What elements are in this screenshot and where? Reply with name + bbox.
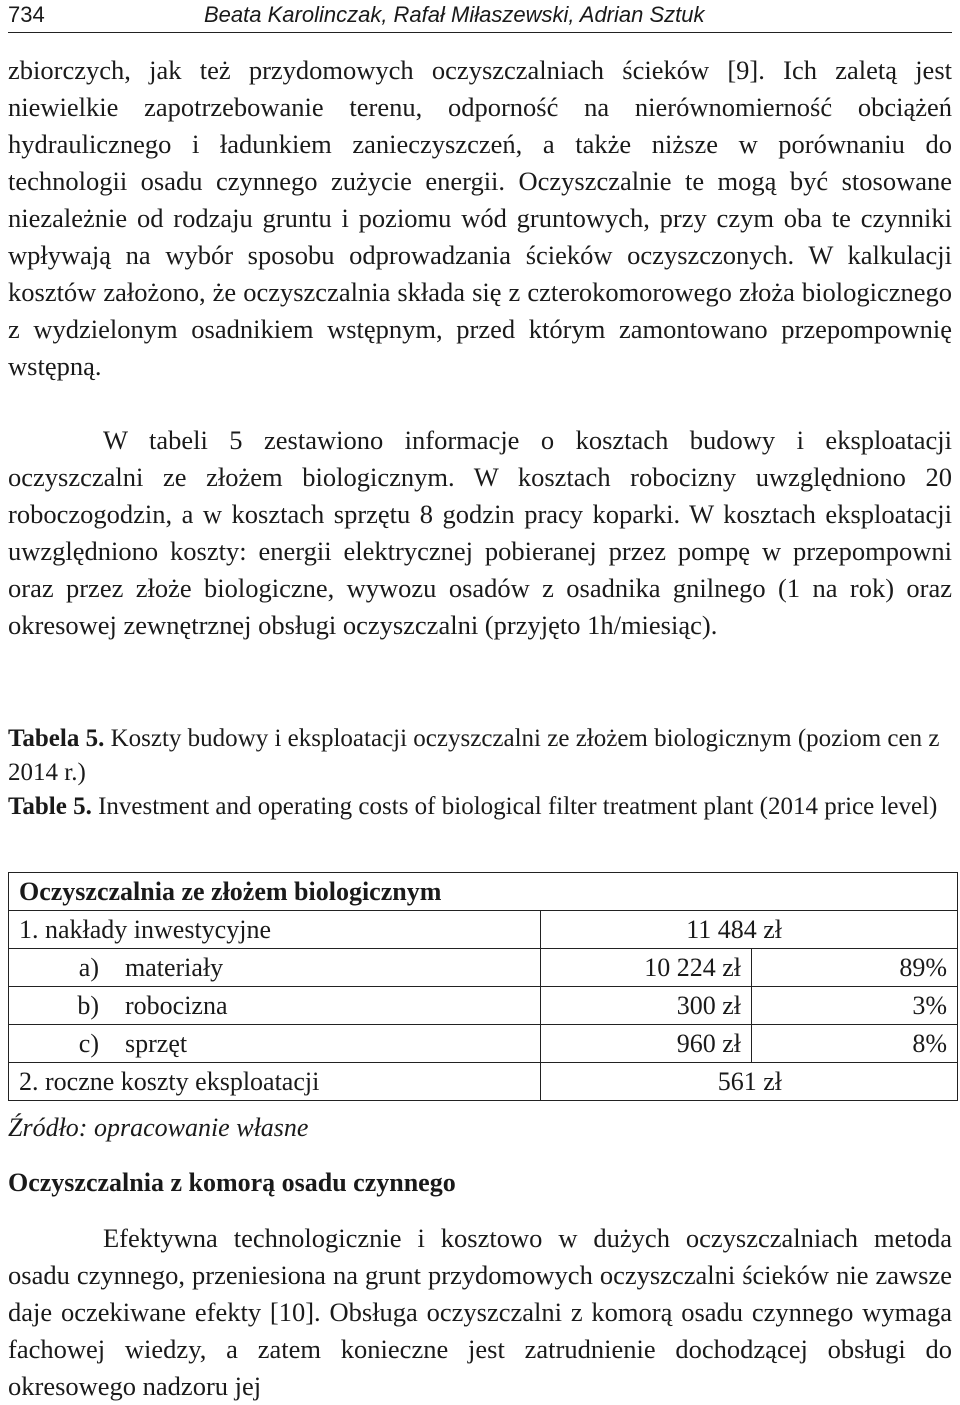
paragraph-2 [8,422,952,644]
paragraph-3 [8,1220,952,1405]
row-name: materiały [109,949,541,987]
paragraph-1 [8,52,952,385]
operating-value: 561 zł [541,1063,958,1101]
table-row [9,987,958,1025]
row-name: robocizna [109,987,541,1025]
table-caption-en-text: Investment and operating costs of biological filter treatment plant (2014 price level) [98,793,938,820]
table-row [9,949,958,987]
row-percent: 89% [752,949,958,987]
row-letter: a) [9,949,110,987]
paragraph-1-text: zbiorczych, jak też przydomowych oczyszczalniach ścieków [9]. Ich zaletą jest niewielkie zapotrzebowanie terenu, odporność na nierównomierność obciążeń hydraulicznego i ładunkiem zanieczyszczeń, a także niższe w porównaniu do technologii osadu czynnego zużycie energii. Oczyszczalnie te mogą być stosowane niezależnie od rodzaju gruntu i poziomu wód gruntowych, przy czym oba te czynniki wpływają na wybór sposobu odprowadzania ścieków oczyszczonych. W kalkulacji kosztów założono, że oczyszczalnia składa się z czterokomorowego złoża biologicznego z wydzielonym osadnikiem wstępnym, przed którym zamontowano przepompownię wstępną. [8,55,952,381]
table-caption-pl-text: Koszty budowy i eksploatacji oczyszczalni ze złożem biologicznym (poziom cen z 2014 r.) [8,725,940,786]
row-letter: b) [9,987,110,1025]
paragraph-3-text: Efektywna technologicznie i kosztowo w dużych oczyszczalniach metoda osadu czynnego, przeniesiona na grunt przydomowych oczyszczalni ścieków nie zawsze daje oczekiwane efekty [10]. Obsługa oczyszczalni z komorą osadu czynnego wymaga fachowej wiedzy, a zatem konieczne jest zatrudnienie dochodzącej obsługi do okresowego nadzoru jej [8,1223,952,1401]
running-authors: Beata Karolinczak, Rafał Miłaszewski, Adrian Sztuk [204,2,705,27]
row-value: 10 224 zł [541,949,752,987]
row-letter: c) [9,1025,110,1063]
table-row-investment [9,911,958,949]
page-number: 734 [8,2,45,27]
investment-label: 1. nakłady inwestycyjne [9,911,541,949]
row-value: 300 zł [541,987,752,1025]
row-value: 960 zł [541,1025,752,1063]
table-row [9,1025,958,1063]
operating-label: 2. roczne koszty eksploatacji [9,1063,541,1101]
investment-value: 11 484 zł [541,911,958,949]
row-percent: 8% [752,1025,958,1063]
table-source: Źródło: opracowanie własne [8,1113,309,1142]
table-caption-en-label: Table 5. [8,793,92,820]
section-subheading: Oczyszczalnia z komorą osadu czynnego [8,1168,456,1197]
paragraph-2-text: W tabeli 5 zestawiono informacje o kosztach budowy i eksploatacji oczyszczalni ze złożem biologicznym. W kosztach robocizny uwzględniono 20 roboczogodzin, a w kosztach sprzętu 8 godzin pracy koparki. W kosztach eksploatacji uwzględniono koszty: energii elektrycznej pobieranej przez pompę w przepompowni oraz przez złoże biologiczne, wywozu osadów z osadnika gnilnego (1 na rok) oraz okresowej zewnętrznej obsługi oczyszczalni (przyjęto 1h/miesiąc). [8,425,952,640]
table-caption-pl [8,722,952,790]
table-caption-en [8,790,952,824]
page-header [8,0,952,33]
table-row-operating [9,1063,958,1101]
table-caption-pl-label: Tabela 5. [8,725,105,752]
row-percent: 3% [752,987,958,1025]
table-title: Oczyszczalnia ze złożem biologicznym [9,873,958,911]
table-row-title [9,873,958,911]
row-name: sprzęt [109,1025,541,1063]
cost-table [8,872,958,1101]
